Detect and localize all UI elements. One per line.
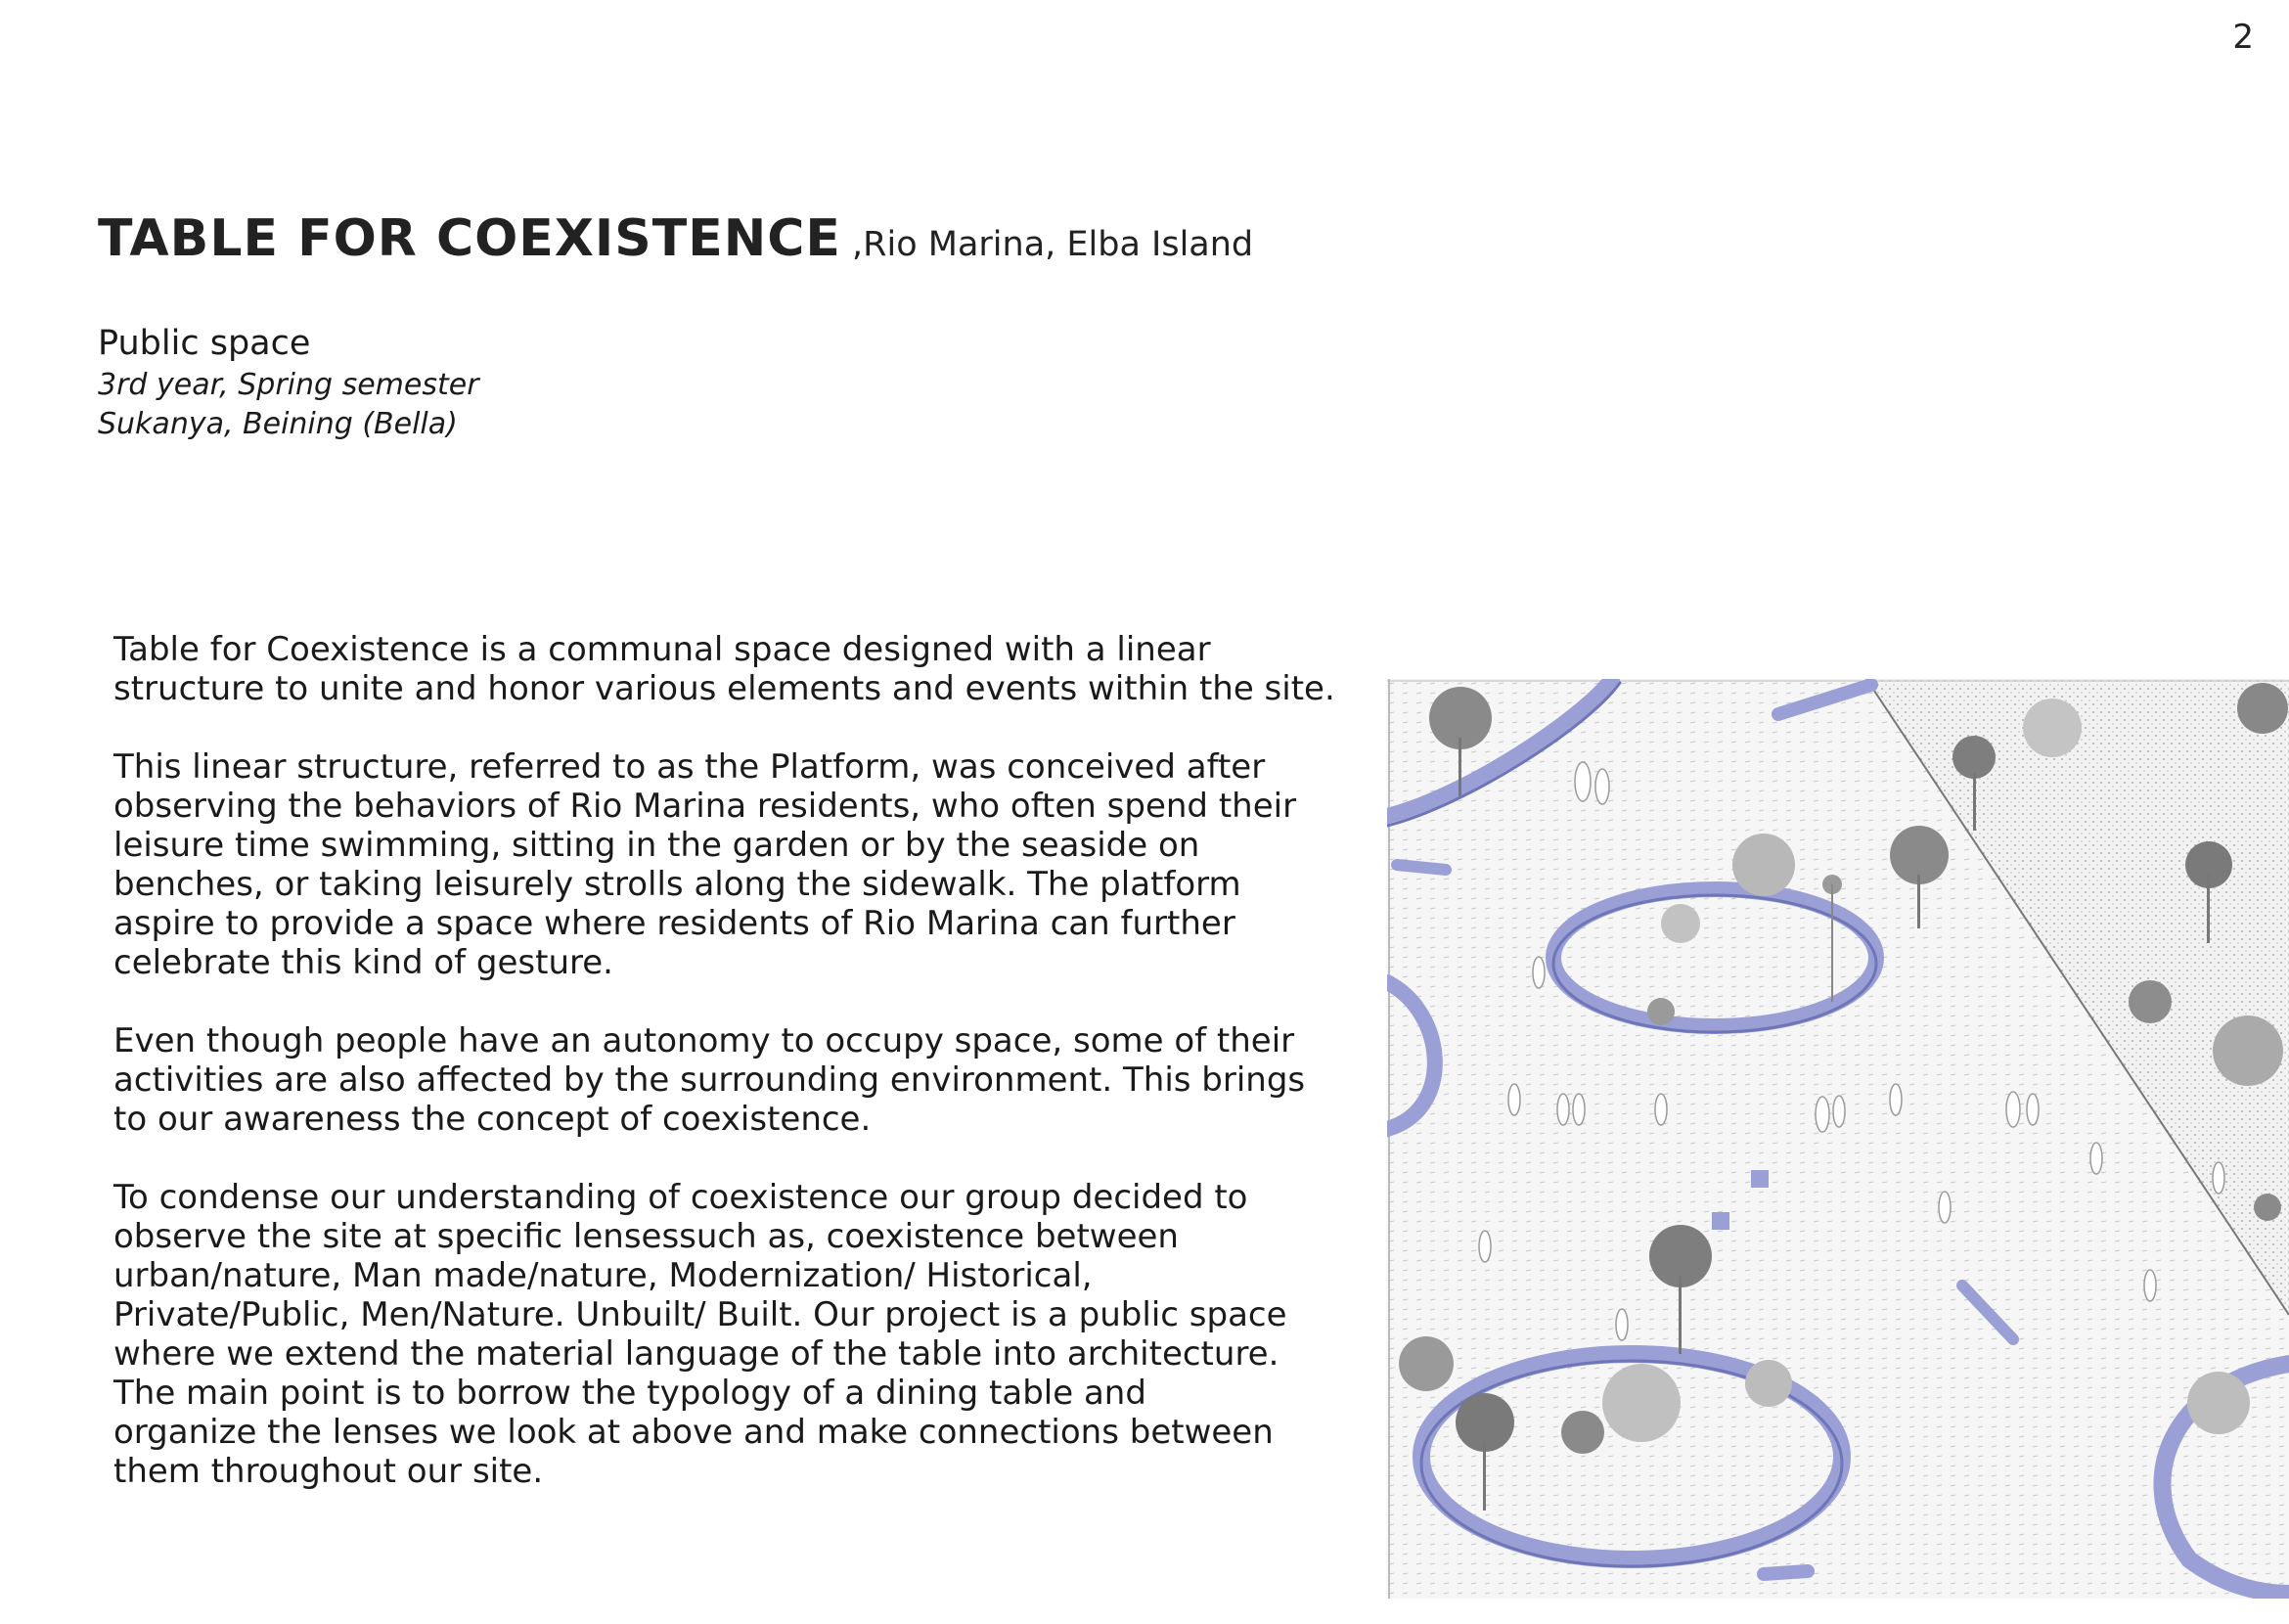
description-text xyxy=(113,630,1366,1530)
text-line: them throughout our site. xyxy=(113,1452,544,1491)
tree xyxy=(2023,699,2082,757)
text-line: activities are also affected by the surrounding environment. This brings xyxy=(113,1060,1306,1100)
description-paragraph-1 xyxy=(113,630,1366,708)
person xyxy=(2027,1094,2039,1125)
person xyxy=(2213,1162,2224,1194)
person xyxy=(2006,1092,2020,1127)
tree-trunk xyxy=(1973,772,1976,831)
stool-2 xyxy=(1712,1212,1729,1230)
tree xyxy=(1399,1336,1454,1391)
project-title: TABLE FOR COEXISTENCE xyxy=(98,209,841,268)
project-location: ,Rio Marina, Elba Island xyxy=(840,225,1254,264)
text-line: where we extend the material language of the table into architecture. xyxy=(113,1334,1279,1374)
title-block xyxy=(98,209,1253,268)
person xyxy=(1595,769,1609,804)
axonometric-site-drawing xyxy=(1387,679,2289,1599)
person xyxy=(1655,1094,1667,1125)
page-number: 2 xyxy=(2232,18,2254,57)
person xyxy=(1533,957,1545,988)
text-line: Table for Coexistence is a communal space designed with a linear xyxy=(113,630,1211,669)
tree-trunk xyxy=(1483,1442,1486,1511)
tree-trunk xyxy=(1459,738,1461,796)
text-line: aspire to provide a space where residents of Rio Marina can further xyxy=(113,904,1235,943)
tree-trunk xyxy=(1679,1276,1682,1354)
tree xyxy=(2237,683,2288,734)
tree xyxy=(1661,904,1700,943)
tree-trunk xyxy=(1831,884,1833,1002)
project-type: Public space xyxy=(98,324,311,363)
text-line: observe the site at specific lensessuch as, coexistence between xyxy=(113,1217,1179,1256)
site-drawing-svg xyxy=(1387,679,2289,1599)
project-meta xyxy=(98,321,479,444)
person xyxy=(2144,1270,2156,1301)
tree xyxy=(1647,998,1675,1025)
person xyxy=(1816,1097,1829,1132)
person xyxy=(1890,1084,1902,1115)
person xyxy=(1557,1094,1569,1125)
project-authors: Sukanya, Beining (Bella) xyxy=(98,407,458,441)
text-line: leisure time swimming, sitting in the garden or by the seaside on xyxy=(113,826,1200,865)
bench-4 xyxy=(1764,1571,1808,1574)
person xyxy=(1573,1094,1585,1125)
text-line: The main point is to borrow the typology of a dining table and xyxy=(113,1374,1146,1413)
text-line: organize the lenses we look at above and make connections between xyxy=(113,1413,1274,1452)
tree xyxy=(2187,1372,2250,1434)
text-line: urban/nature, Man made/nature, Modernization/ Historical, xyxy=(113,1256,1093,1295)
text-line: observing the behaviors of Rio Marina residents, who often spend their xyxy=(113,787,1297,826)
description-paragraph-3 xyxy=(113,1021,1366,1139)
tree-trunk xyxy=(1917,875,1920,928)
tree xyxy=(1732,834,1795,896)
text-line: To condense our understanding of coexistence our group decided to xyxy=(113,1178,1248,1217)
text-line: structure to unite and honor various elements and events within the site. xyxy=(113,669,1335,708)
person xyxy=(1575,762,1591,801)
person xyxy=(1616,1309,1628,1340)
person xyxy=(2090,1143,2102,1174)
tree xyxy=(1561,1411,1604,1454)
text-line: Private/Public, Men/Nature. Unbuilt/ Built. Our project is a public space xyxy=(113,1295,1287,1334)
description-paragraph-4 xyxy=(113,1178,1366,1491)
project-year: 3rd year, Spring semester xyxy=(98,368,479,402)
person xyxy=(1508,1084,1520,1115)
text-line: Even though people have an autonomy to occupy space, some of their xyxy=(113,1021,1295,1060)
tree-trunk xyxy=(2207,875,2210,943)
person xyxy=(1479,1231,1491,1262)
person xyxy=(1833,1096,1845,1127)
tree xyxy=(2213,1015,2283,1086)
bench-2 xyxy=(1397,865,1446,870)
description-paragraph-2 xyxy=(113,747,1366,982)
tree xyxy=(2254,1194,2281,1221)
tree xyxy=(2129,980,2172,1023)
text-line: benches, or taking leisurely strolls along the sidewalk. The platform xyxy=(113,865,1241,904)
stool-1 xyxy=(1751,1170,1769,1188)
tree xyxy=(1745,1360,1792,1407)
person xyxy=(1939,1192,1951,1223)
text-line: to our awareness the concept of coexistence. xyxy=(113,1100,872,1139)
tree xyxy=(1602,1364,1681,1442)
text-line: This linear structure, referred to as the Platform, was conceived after xyxy=(113,747,1266,787)
text-line: celebrate this kind of gesture. xyxy=(113,943,613,982)
